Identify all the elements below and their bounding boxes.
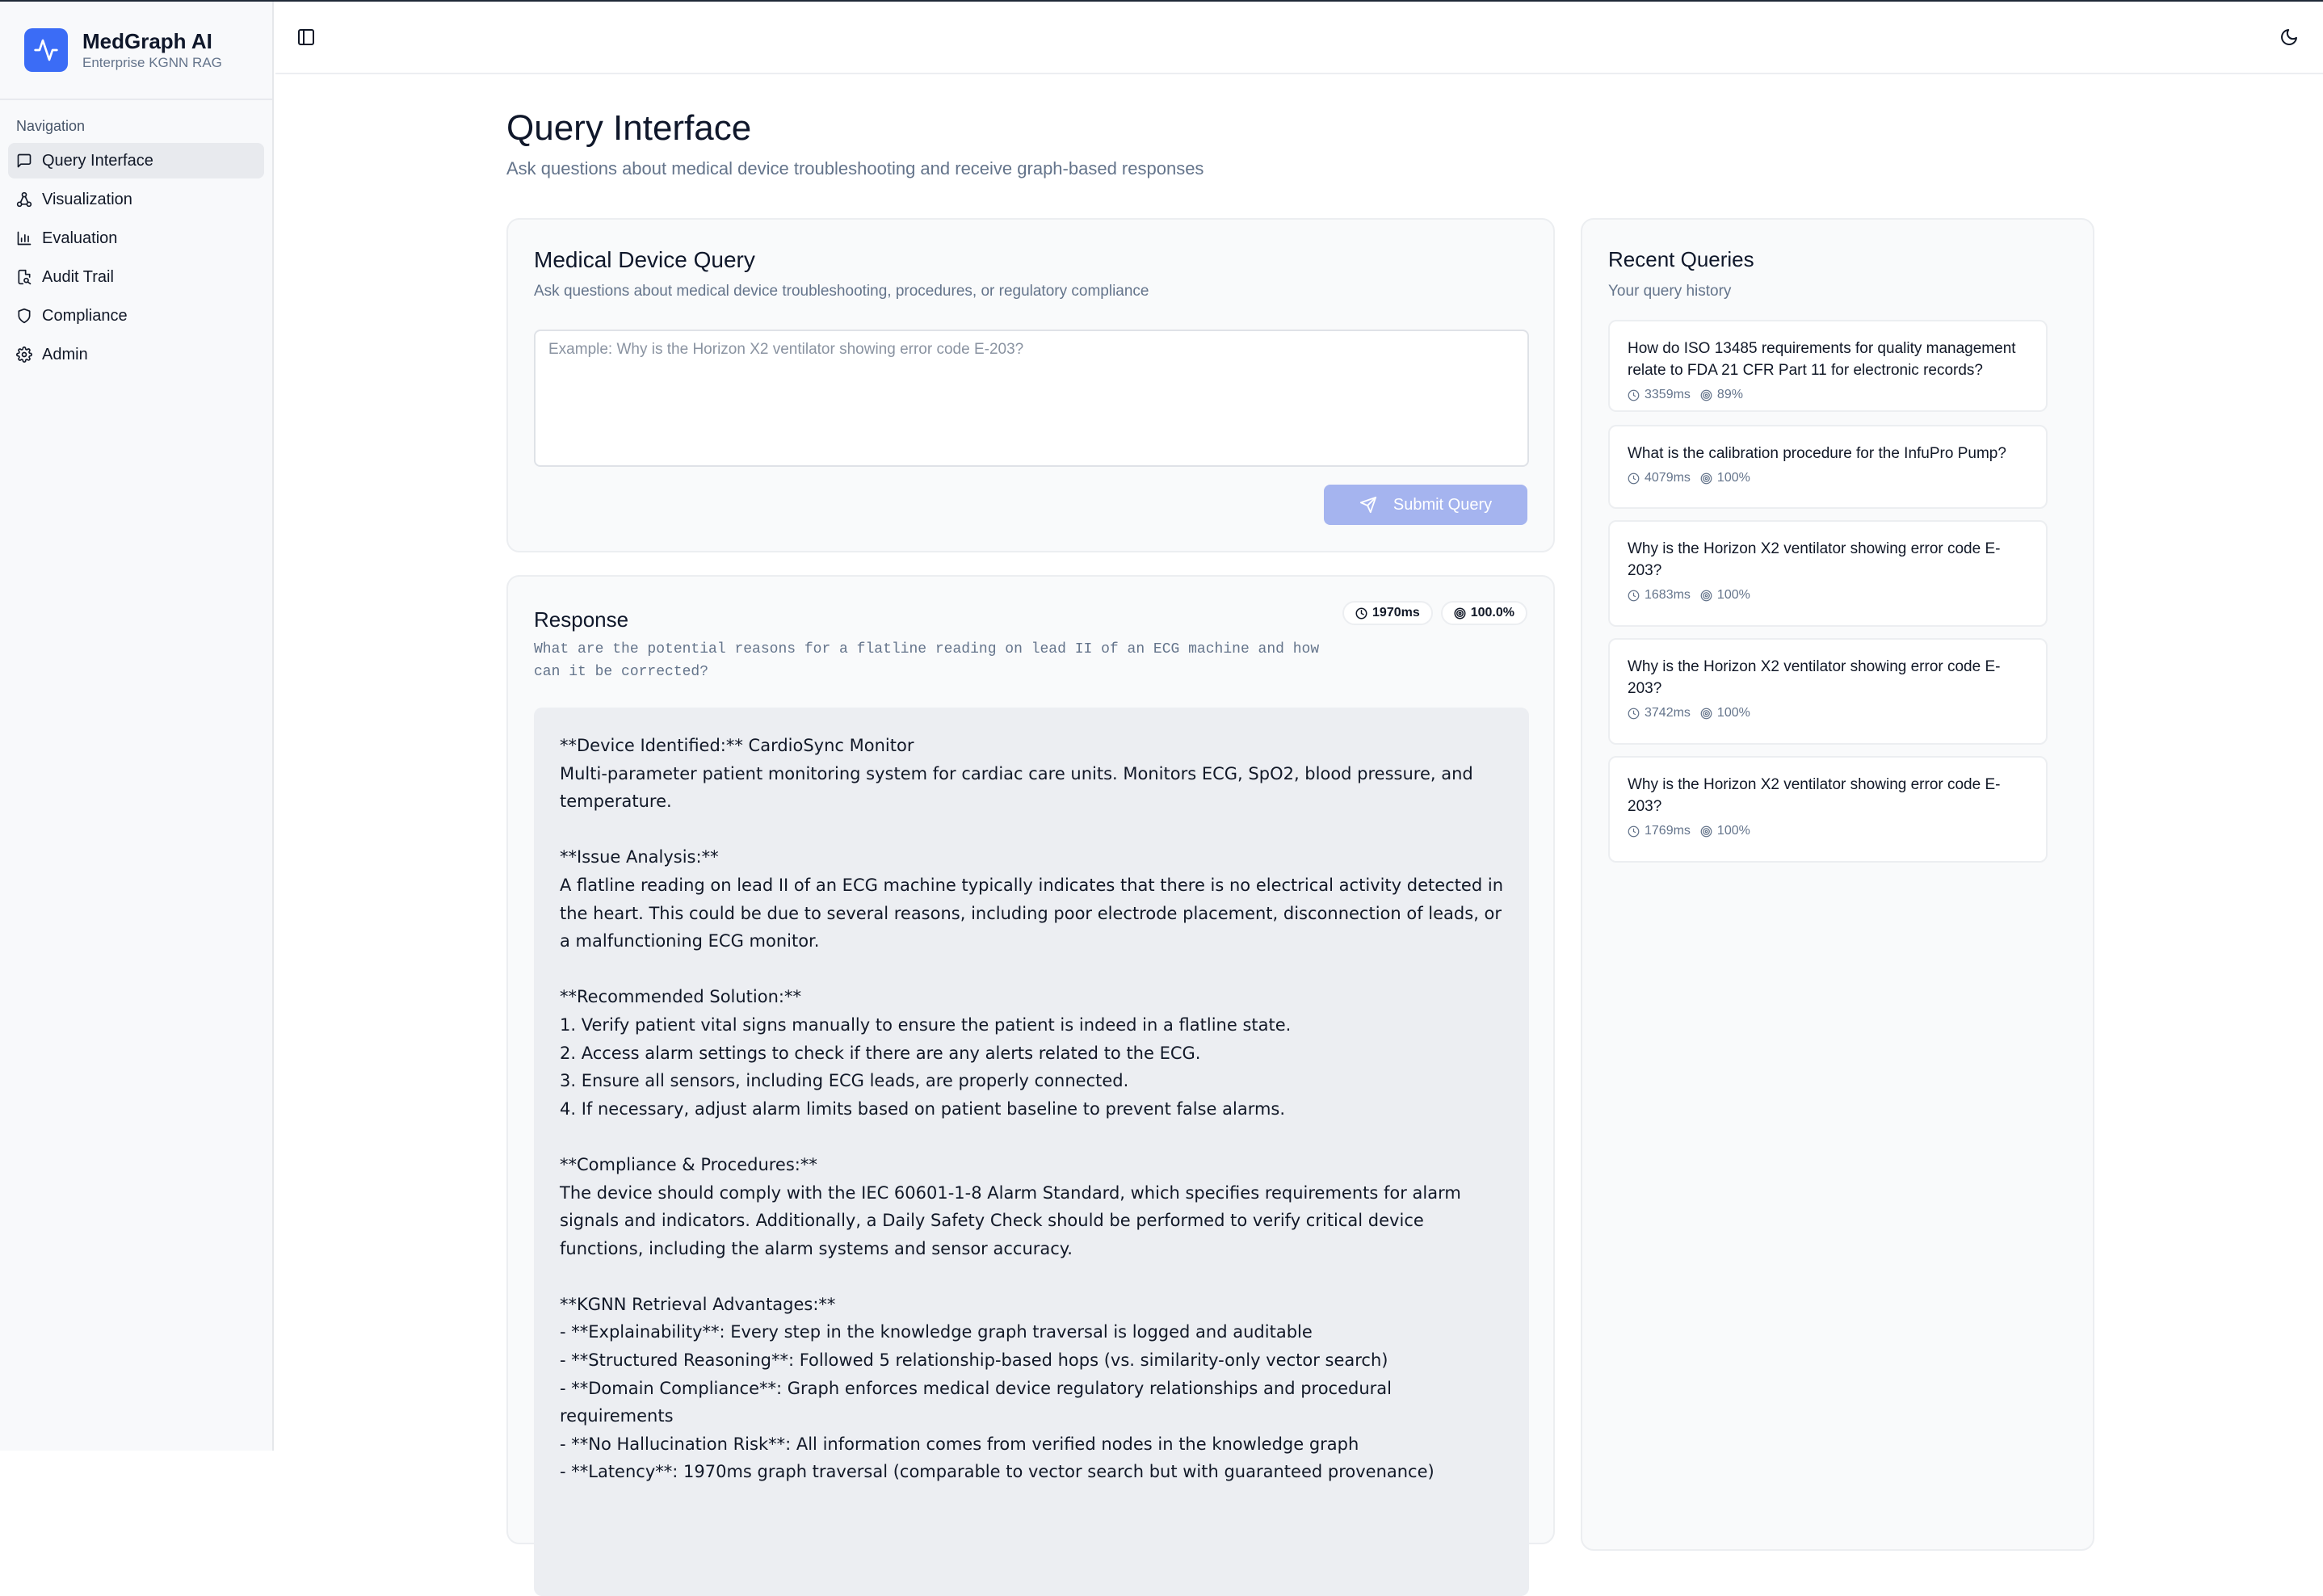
answer-text: **Device Identified:** CardioSync Monitor Multi-parameter patient monitoring system for cardiac care units. Monitors ECG, SpO2, blood pressure, and temperature. **Issue Analysis:** A flatline reading on lead II of an ECG machine typically indicates that there is no electrical activity detected in the heart. This could be due to several reasons, including poor electrode placement, disconnection of leads, or a malfunctioning ECG monitor. **Recommended Solution:** 1. Verify patient vital signs manually to ensure the patient is indeed in a flatline state. 2. Access alarm settings to check if there are any alerts related to the ECG. 3. Ensure all sensors, including ECG leads, are properly connected. 4. If necessary, adjust alarm limits based on patient baseline to prevent false alarms. **Compliance & Procedures:** The device should comply with the IEC 60601-1-8 Alarm Standard, which specifies requirements for alarm signals and indicators. Additionally, a Daily Safety Check should be performed to verify critical device functions, including the alarm systems and sensor accuracy. **KGNN Retrieval Advantages:** - **Explainability**: Every step in the knowledge graph traversal is logged and auditable - **Structured Reasoning**: Followed 5 relationship-based hops (vs. similarity-only vector search) - **Domain Compliance**: Graph enforces medical device regulatory relationships and procedural requirements - **No Hallucination Risk**: All information comes from verified nodes in the knowledge graph - **Latency**: 1970ms graph traversal (comparable to vector search but with guaranteed provenance) xyxy=(560,736,1504,1482)
brand-text xyxy=(82,28,222,72)
recent-query-score: 100% xyxy=(1716,706,1750,720)
recent-query-time: 3742ms xyxy=(1645,706,1691,720)
recent-query-meta xyxy=(1628,471,2028,485)
recent-query-list[interactable] xyxy=(1608,326,2048,838)
activity-icon xyxy=(24,28,68,72)
recent-query-time: 4079ms xyxy=(1645,471,1691,485)
recent-query-score: 89% xyxy=(1716,388,1743,401)
target-icon xyxy=(1454,607,1466,620)
sidebar xyxy=(0,2,274,1451)
response-title: Response xyxy=(534,607,629,632)
response-metrics xyxy=(1342,601,1527,625)
recent-query-text: Why is the Horizon X2 ventilator showing error code E-203? xyxy=(1628,776,2001,815)
confidence-value: 100.0% xyxy=(1470,606,1514,620)
sidebar-item-label: Query Interface xyxy=(42,151,153,170)
recent-query-meta xyxy=(1628,588,2028,603)
sidebar-item-admin[interactable] xyxy=(8,337,264,372)
recent-query-time: 3359ms xyxy=(1645,388,1691,401)
app-name: MedGraph AI xyxy=(82,29,212,53)
recent-query-text: Why is the Horizon X2 ventilator showing error code E-203? xyxy=(1628,658,2001,697)
recent-query-score: 100% xyxy=(1716,588,1750,602)
confidence-badge xyxy=(1441,601,1527,625)
target-icon xyxy=(1700,825,1712,838)
shield-icon xyxy=(16,308,32,324)
sidebar-nav xyxy=(0,143,272,372)
moon-icon xyxy=(2279,27,2299,47)
clock-icon xyxy=(1628,825,1640,838)
clock-icon xyxy=(1628,389,1640,401)
response-question: What are the potential reasons for a flatline reading on lead II of an ECG machine and how can it be corrected? xyxy=(534,641,1320,680)
recent-query-item[interactable] xyxy=(1608,320,2048,412)
answer-box xyxy=(534,708,1529,1596)
bar-chart-icon xyxy=(16,230,32,246)
sidebar-item-query-interface[interactable] xyxy=(8,143,264,178)
recent-query-item[interactable] xyxy=(1608,756,2048,863)
query-card-description: Ask questions about medical device troubleshooting, procedures, or regulatory compliance xyxy=(534,283,1149,300)
response-card xyxy=(506,575,1555,1544)
message-square-icon xyxy=(16,153,32,169)
target-icon xyxy=(1700,708,1712,720)
query-input[interactable] xyxy=(534,330,1529,467)
sidebar-item-label: Admin xyxy=(42,345,88,363)
recent-query-text: Why is the Horizon X2 ventilator showing error code E-203? xyxy=(1628,540,2001,579)
recent-query-item[interactable] xyxy=(1608,638,2048,745)
sidebar-item-label: Evaluation xyxy=(42,229,118,247)
page-subtitle: Ask questions about medical device troubleshooting and receive graph-based responses xyxy=(506,158,1204,178)
clock-icon xyxy=(1628,590,1640,602)
recent-query-score: 100% xyxy=(1716,471,1750,485)
recent-query-meta xyxy=(1628,706,2028,720)
recent-query-time: 1683ms xyxy=(1645,588,1691,602)
panel-left-icon xyxy=(296,27,316,47)
sidebar-item-label: Compliance xyxy=(42,306,128,325)
send-icon xyxy=(1359,496,1377,514)
theme-toggle-button[interactable] xyxy=(2279,27,2299,47)
target-icon xyxy=(1700,590,1712,602)
gear-icon xyxy=(16,346,32,363)
clock-icon xyxy=(1355,607,1367,620)
sidebar-item-evaluation[interactable] xyxy=(8,220,264,256)
page-title: Query Interface xyxy=(506,108,752,148)
recent-query-item[interactable] xyxy=(1608,520,2048,627)
query-card-title: Medical Device Query xyxy=(534,247,755,272)
file-search-icon xyxy=(16,269,32,285)
recent-query-time: 1769ms xyxy=(1645,824,1691,838)
top-bar xyxy=(275,2,2323,74)
recent-query-text: What is the calibration procedure for the InfuPro Pump? xyxy=(1628,445,2006,462)
nav-heading: Navigation xyxy=(16,118,86,134)
recent-description: Your query history xyxy=(1608,283,1732,300)
target-icon xyxy=(1700,472,1712,485)
query-card xyxy=(506,218,1555,552)
recent-query-text: How do ISO 13485 requirements for quality management relate to FDA 21 CFR Part 11 for electronic records? xyxy=(1628,340,2016,379)
clock-icon xyxy=(1628,708,1640,720)
sidebar-item-label: Audit Trail xyxy=(42,267,114,286)
recent-query-meta xyxy=(1628,824,2028,838)
submit-query-label: Submit Query xyxy=(1393,495,1493,514)
target-icon xyxy=(1700,389,1712,401)
sidebar-toggle-button[interactable] xyxy=(296,27,316,47)
recent-query-score: 100% xyxy=(1716,824,1750,838)
recent-title: Recent Queries xyxy=(1608,247,1754,271)
sidebar-item-compliance[interactable] xyxy=(8,298,264,334)
recent-queries-card xyxy=(1581,218,2094,1551)
network-icon xyxy=(16,191,32,208)
sidebar-item-visualization[interactable] xyxy=(8,182,264,217)
sidebar-item-label: Visualization xyxy=(42,190,132,208)
clock-icon xyxy=(1628,472,1640,485)
recent-query-item[interactable] xyxy=(1608,425,2048,509)
sidebar-item-audit-trail[interactable] xyxy=(8,259,264,295)
latency-value: 1970ms xyxy=(1372,606,1420,620)
brand-header xyxy=(0,2,272,100)
latency-badge xyxy=(1342,601,1433,625)
submit-query-button[interactable] xyxy=(1324,485,1527,525)
app-subtitle: Enterprise KGNN RAG xyxy=(82,55,222,70)
recent-query-meta xyxy=(1628,388,2028,402)
